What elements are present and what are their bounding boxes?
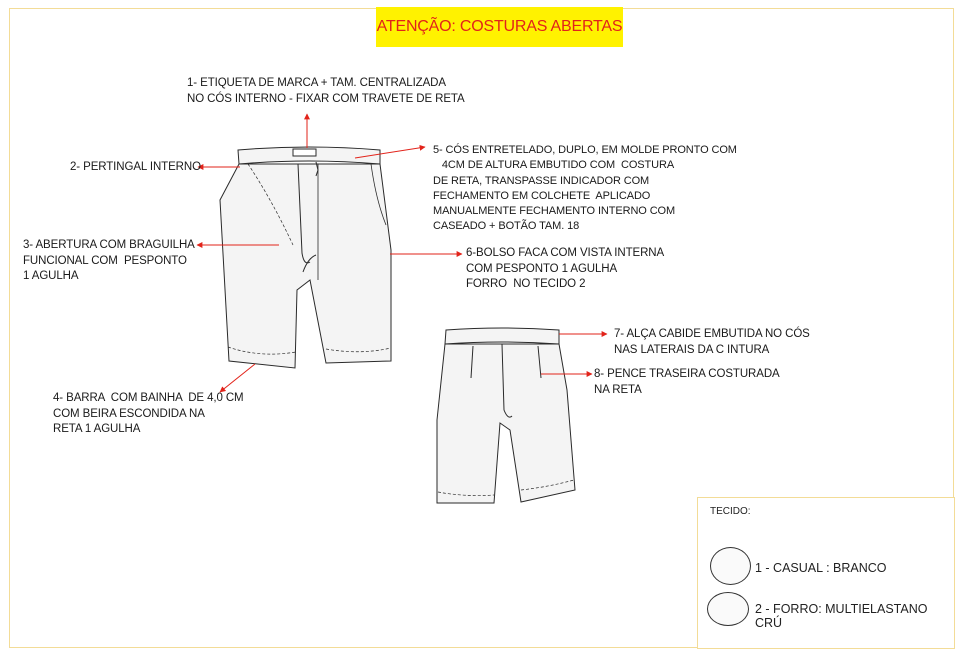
- note-8-back-dart: 8- PENCE TRASEIRA COSTURADA NA RETA: [594, 368, 780, 396]
- front-shorts: [220, 147, 391, 368]
- fabric-swatch-1: [710, 547, 751, 585]
- note-6-pocket: 6-BOLSO FACA COM VISTA INTERNA COM PESPONTO 1 AGULHA FORRO NO TECIDO 2: [466, 247, 665, 290]
- fabric-swatch-2: [707, 592, 749, 626]
- note-1-label: 1- ETIQUETA DE MARCA + TAM. CENTRALIZADA NO CÓS INTERNO - FIXAR COM TRAVETE DE RETA: [187, 77, 465, 105]
- note-7-hanger-loop: 7- ALÇA CABIDE EMBUTIDA NO CÓS NAS LATERAIS DA C INTURA: [614, 328, 810, 356]
- warning-banner: ATENÇÃO: COSTURAS ABERTAS: [376, 7, 623, 47]
- back-shorts: [437, 328, 575, 503]
- fabric-label-2: 2 - FORRO: MULTIELASTANO CRÚ: [755, 602, 928, 630]
- note-4-hem: 4- BARRA COM BAINHA DE 4,0 CM COM BEIRA ESCONDIDA NA RETA 1 AGULHA: [53, 392, 244, 435]
- legend-title: TECIDO:: [710, 506, 751, 517]
- fabric-label-1: 1 - CASUAL : BRANCO: [755, 561, 887, 575]
- note-2-waist-pocketing: 2- PERTINGAL INTERNO: [70, 161, 201, 173]
- brand-label-tab: [293, 149, 316, 156]
- back-waistband: [445, 328, 559, 344]
- note-5-waistband: 5- CÓS ENTRETELADO, DUPLO, EM MOLDE PRONTO COM 4CM DE ALTURA EMBUTIDO COM COSTURA DE RETA, TRANSPASSE INDICADOR COM FECHAMENTO EM COLCHETE APLICADO MANUALMENTE FECHAMENTO INTERNO COM CASEADO + BOTÃO TAM. 18: [433, 144, 737, 233]
- arrow-4: [220, 364, 255, 392]
- note-3-fly: 3- ABERTURA COM BRAGUILHA FUNCIONAL COM PESPONTO 1 AGULHA: [23, 239, 195, 282]
- fabric-legend: [697, 497, 955, 649]
- back-body: [437, 344, 575, 503]
